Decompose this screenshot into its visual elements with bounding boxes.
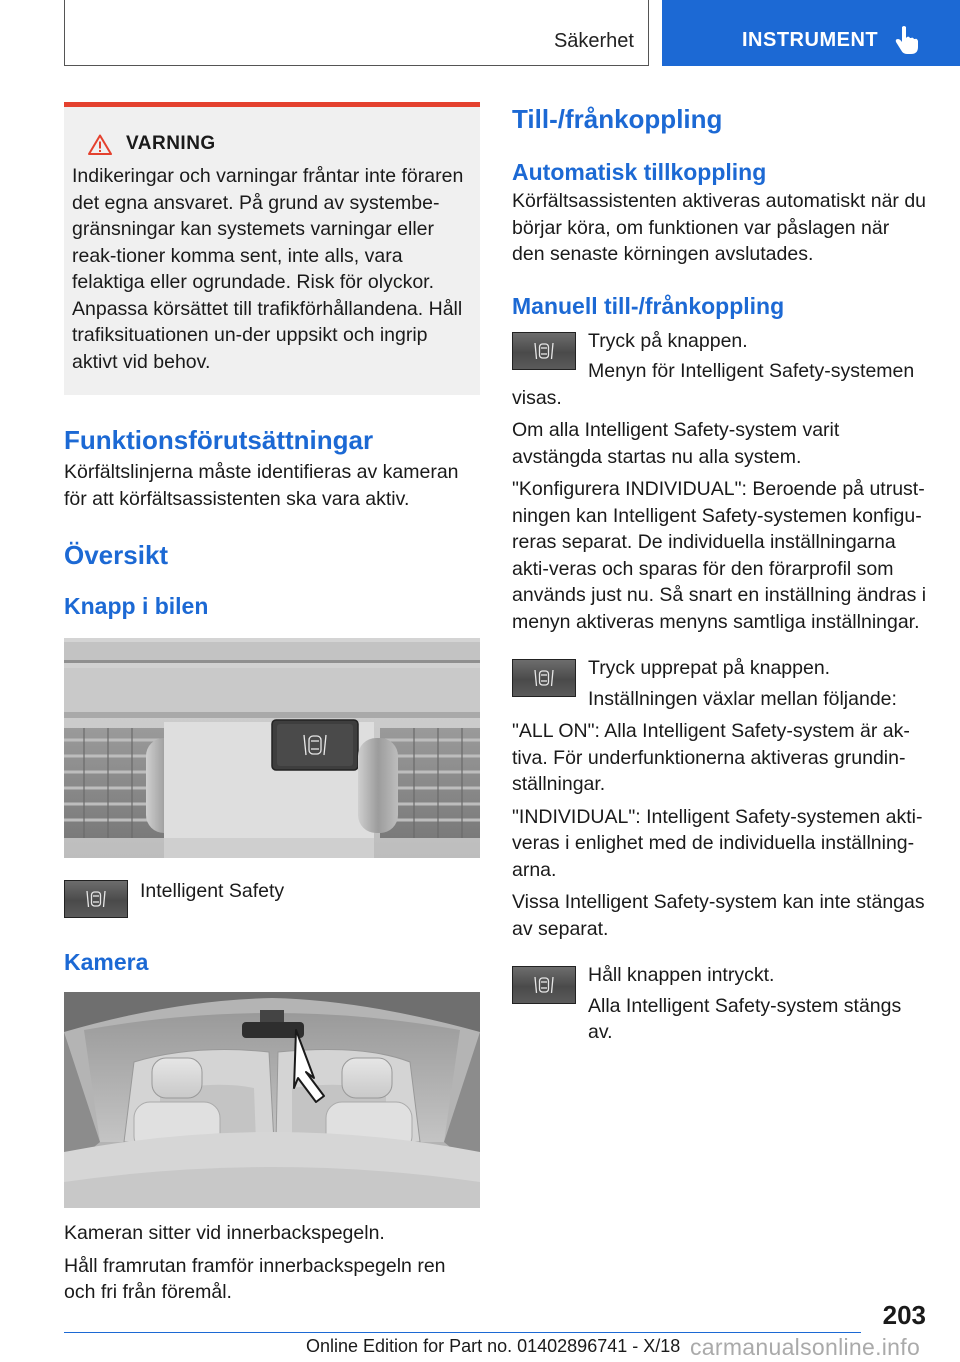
page-number: 203 xyxy=(882,1300,926,1330)
footer-edition-text: Online Edition for Part no. 01402896741 - X/18 xyxy=(306,1336,681,1356)
dashboard-button-figure xyxy=(64,638,480,858)
pointing-hand-icon xyxy=(894,25,920,55)
button-heading: Knapp i bilen xyxy=(64,593,209,619)
manual-heading: Manuell till-/frånkoppling xyxy=(512,292,785,319)
para-all-off: Om alla Intelligent Safety-system varit avstängda startas nu alla system. xyxy=(512,419,840,468)
para-all-on: "ALL ON": Alla Intelligent Safety-system är ak-tiva. För underfunktionerna aktiveras grundin-ställningar. xyxy=(512,720,910,795)
step2-action: Tryck upprepat på knappen. xyxy=(588,657,831,679)
intelligent-safety-car-icon xyxy=(85,888,107,910)
warning-box xyxy=(64,102,480,395)
warning-triangle-icon xyxy=(88,134,112,155)
right-column xyxy=(512,102,927,1046)
car-interior-illustration xyxy=(64,992,480,1208)
step1-button-image xyxy=(512,332,576,370)
step-press-repeatedly xyxy=(512,655,927,712)
step3-button-image xyxy=(512,966,576,1004)
header-chapter-tab xyxy=(662,0,960,66)
button-caption-row xyxy=(64,878,480,918)
para-configure-individual: "Konfigurera INDIVIDUAL": Beroende på utrust-ningen kan Intelligent Safety-systemen konfigu-reras separat. De individuella inställningarna akti-veras och sparas för den förarprofil som används just nu. Så snart en inställning ändras i menyn aktiveras menyns samtliga inställningar. xyxy=(512,478,927,633)
preconditions-text: Körfältslinjerna måste identifieras av kameran för att körfältsassistenten ska vara aktiv. xyxy=(64,461,459,510)
car-interior-figure xyxy=(64,992,480,1208)
header-section-tab xyxy=(64,0,649,66)
warning-title-row xyxy=(72,133,472,155)
step-press-button xyxy=(512,328,927,412)
step1-result: Menyn för Intelligent Safety-systemen visas. xyxy=(512,360,915,409)
step3-result: Alla Intelligent Safety-system stängs av. xyxy=(588,994,902,1043)
intelligent-safety-button-image xyxy=(64,880,128,918)
intelligent-safety-car-icon xyxy=(533,974,555,996)
left-column xyxy=(64,102,480,1306)
warning-title: VARNING xyxy=(126,133,216,154)
header-section-label: Säkerhet xyxy=(553,30,634,52)
para-individual: "INDIVIDUAL": Intelligent Safety-systemen akti-veras i enlighet med de individuella inställning-arna. xyxy=(512,805,923,881)
overview-heading: Översikt xyxy=(64,540,169,570)
camera-heading: Kamera xyxy=(64,949,149,975)
header-chapter-label: INSTRUMENT xyxy=(742,29,879,51)
camera-text-location: Kameran sitter vid innerbackspegeln. xyxy=(64,1222,385,1244)
dashboard-illustration xyxy=(64,638,480,858)
step2-result: Inställningen växlar mellan följande: xyxy=(588,687,897,710)
warning-text: Indikeringar och varningar fråntar inte föraren det egna ansvaret. På grund av systembe-gränsningar kan systemets varningar eller reak-tioner komma sent, inte alls, vara felaktiga eller ogrundade. Risk för olyckor. Anpassa körsättet till trafikförhållandena. Håll trafiksituationen un-der uppsikt och ingrip aktivt vid behov. xyxy=(72,165,464,373)
auto-text: Körfältsassistenten aktiveras automatiskt när du börjar köra, om funktionen var påslagen när den senaste körningen avslutades. xyxy=(512,190,927,265)
step1-action: Tryck på knappen. xyxy=(588,329,748,352)
step3-action: Håll knappen intryckt. xyxy=(588,964,775,986)
switch-heading: Till-/frånkoppling xyxy=(512,104,723,134)
intelligent-safety-car-icon xyxy=(533,667,555,689)
para-cannot-disable: Vissa Intelligent Safety-system kan inte stängas av separat. xyxy=(512,891,925,940)
auto-heading: Automatisk tillkoppling xyxy=(512,159,767,185)
right-air-vent xyxy=(358,728,480,838)
camera-text-clean: Håll framrutan framför innerbackspegeln ren och fri från föremål. xyxy=(64,1254,446,1303)
footer-watermark: carmanualsonline.info xyxy=(690,1334,921,1360)
step-hold-button xyxy=(512,962,927,1046)
footer-divider xyxy=(64,1332,861,1333)
preconditions-heading: Funktionsförutsättningar xyxy=(64,425,374,455)
intelligent-safety-button xyxy=(272,720,358,770)
step2-button-image xyxy=(512,659,576,697)
button-caption: Intelligent Safety xyxy=(140,880,285,902)
intelligent-safety-car-icon xyxy=(533,340,555,362)
